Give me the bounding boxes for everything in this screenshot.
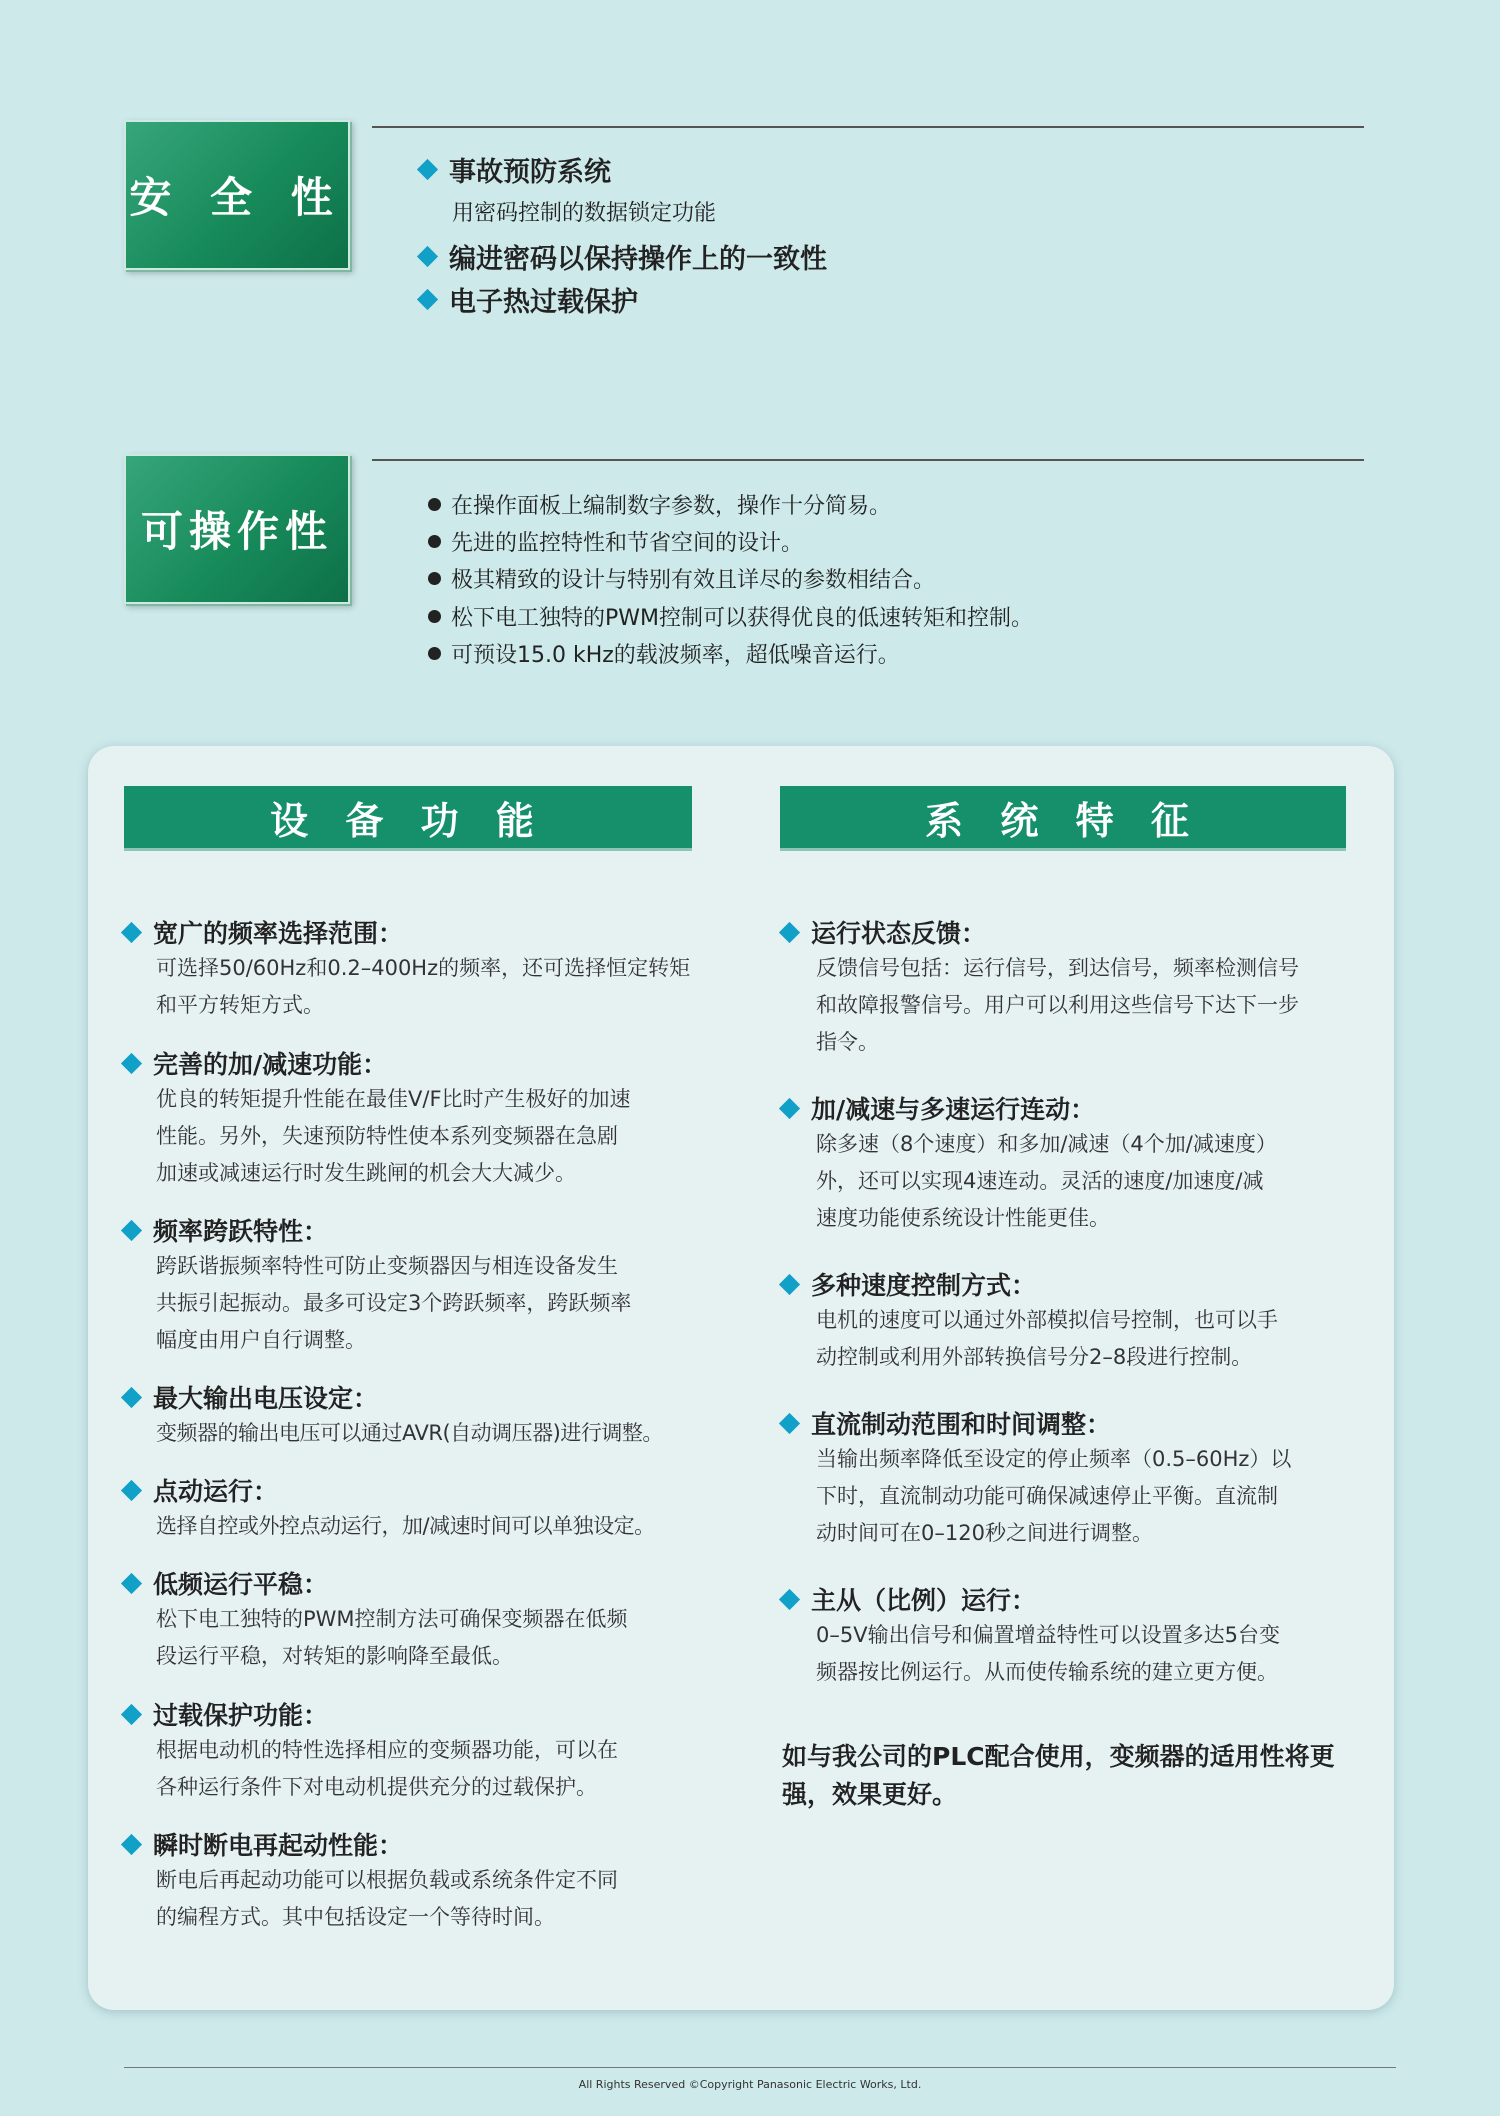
dot-bullet-icon — [428, 535, 441, 548]
feature-line: 加速或减速运行时发生跳闸的机会大大减少。 — [156, 1161, 576, 1185]
dot-bullet-icon — [428, 572, 441, 585]
copyright-text: All Rights Reserved ©Copyright Panasonic Electric Works, Ltd. — [578, 2078, 922, 2091]
feature-line: 频器按比例运行。从而使传输系统的建立更方便。 — [816, 1660, 1278, 1684]
section-divider — [372, 459, 1364, 461]
operability-item-text: 松下电工独特的PWM控制可以获得优良的低速转矩和控制。 — [451, 606, 1034, 631]
feature-line: 变频器的输出电压可以通过AVR(自动调压器)进行调整。 — [156, 1421, 663, 1445]
feature-line: 当输出频率降低至设定的停止频率（0.5–60Hz）以 — [816, 1447, 1292, 1471]
feature-line: 优良的转矩提升性能在最佳V/F比时产生极好的加速 — [156, 1087, 631, 1111]
feature-title-text: 主从（比例）运行： — [811, 1586, 1037, 1615]
footer-divider — [124, 2067, 1396, 2068]
safety-item — [420, 237, 827, 276]
feature-title-text: 加/减速与多速运行连动： — [811, 1095, 1096, 1124]
system-feature-title — [782, 1090, 1095, 1126]
equipment-feature-title — [124, 1379, 378, 1415]
diamond-bullet-icon — [121, 1833, 142, 1854]
plc-note: 如与我公司的PLC配合使用，变频器的适用性将更强，效果更好。 — [782, 1742, 1335, 1809]
feature-line: 指令。 — [816, 1030, 879, 1054]
system-feature-title — [782, 1581, 1036, 1617]
feature-line: 段运行平稳，对转矩的影响降至最低。 — [156, 1644, 513, 1668]
feature-line: 反馈信号包括：运行信号，到达信号，频率检测信号 — [816, 956, 1299, 980]
system-feature-title — [782, 914, 986, 950]
feature-title-text: 频率跨跃特性： — [153, 1217, 329, 1246]
feature-line: 和平方转矩方式。 — [156, 993, 324, 1017]
feature-title-text: 多种速度控制方式： — [811, 1271, 1037, 1300]
operability-item-text: 可预设15.0 kHz的载波频率，超低噪音运行。 — [451, 643, 900, 668]
diamond-bullet-icon — [121, 1052, 142, 1073]
equipment-feature-title — [124, 1045, 387, 1081]
feature-line: 速度功能使系统设计性能更佳。 — [816, 1206, 1110, 1230]
feature-line: 动控制或利用外部转换信号分2–8段进行控制。 — [816, 1345, 1253, 1369]
system-feature-body — [816, 1126, 1277, 1237]
diamond-bullet-icon — [121, 1386, 142, 1407]
equipment-feature-body — [156, 1415, 663, 1452]
operability-item — [428, 638, 900, 669]
feature-line: 选择自控或外控点动运行，加/减速时间可以单独设定。 — [156, 1514, 655, 1538]
operability-item — [428, 563, 935, 594]
equipment-feature-title — [124, 1472, 278, 1508]
system-feature-title — [782, 1266, 1036, 1302]
feature-title-text: 完善的加/减速功能： — [153, 1050, 388, 1079]
feature-title-text: 瞬时断电再起动性能： — [153, 1831, 404, 1860]
equipment-feature-body — [156, 1081, 631, 1192]
diamond-bullet-icon — [779, 1588, 800, 1609]
feature-line: 各种运行条件下对电动机提供充分的过载保护。 — [156, 1775, 597, 1799]
diamond-bullet-icon — [417, 289, 438, 310]
equipment-feature-body — [156, 1508, 655, 1545]
feature-line: 幅度由用户自行调整。 — [156, 1328, 366, 1352]
feature-line: 电机的速度可以通过外部模拟信号控制，也可以手 — [816, 1308, 1278, 1332]
feature-line: 断电后再起动功能可以根据负载或系统条件定不同 — [156, 1868, 618, 1892]
diamond-bullet-icon — [417, 246, 438, 267]
feature-title-text: 低频运行平稳： — [153, 1570, 329, 1599]
feature-line: 跨跃谐振频率特性可防止变频器因与相连设备发生 — [156, 1254, 618, 1278]
safety-item-label: 编进密码以保持操作上的一致性 — [449, 244, 827, 275]
feature-line: 下时，直流制动功能可确保减速停止平衡。直流制 — [816, 1484, 1278, 1508]
diamond-bullet-icon — [121, 1703, 142, 1724]
feature-line: 除多速（8个速度）和多加/减速（4个加/减速度） — [816, 1132, 1277, 1156]
feature-line: 根据电动机的特性选择相应的变频器功能，可以在 — [156, 1738, 618, 1762]
system-header: 系 统 特 征 — [780, 786, 1346, 851]
feature-title-text: 直流制动范围和时间调整： — [811, 1410, 1112, 1439]
equipment-feature-body — [156, 950, 690, 1024]
safety-item-sub: 用密码控制的数据锁定功能 — [452, 201, 717, 226]
equipment-feature-body — [156, 1248, 631, 1359]
feature-line: 的编程方式。其中包括设定一个等待时间。 — [156, 1905, 555, 1929]
diamond-bullet-icon — [779, 1412, 800, 1433]
diamond-bullet-icon — [779, 921, 800, 942]
diamond-bullet-icon — [121, 1219, 142, 1240]
diamond-bullet-icon — [121, 1572, 142, 1593]
system-feature-title — [782, 1405, 1111, 1441]
diamond-bullet-icon — [121, 921, 142, 942]
operability-item — [428, 526, 803, 557]
feature-line: 动时间可在0–120秒之间进行调整。 — [816, 1521, 1153, 1545]
equipment-feature-body — [156, 1732, 618, 1806]
feature-line: 可选择50/60Hz和0.2–400Hz的频率，还可选择恒定转矩 — [156, 956, 691, 980]
feature-line: 0–5V输出信号和偏置增益特性可以设置多达5台变 — [816, 1623, 1280, 1647]
feature-line: 性能。另外，失速预防特性使本系列变频器在急剧 — [156, 1124, 618, 1148]
dot-bullet-icon — [428, 610, 441, 623]
safety-item — [420, 280, 638, 319]
feature-title-text: 最大输出电压设定： — [153, 1384, 379, 1413]
feature-title-text: 点动运行： — [153, 1477, 279, 1506]
equipment-feature-body — [156, 1862, 618, 1936]
safety-item-label: 事故预防系统 — [449, 157, 611, 188]
feature-line: 和故障报警信号。用户可以利用这些信号下达下一步 — [816, 993, 1299, 1017]
diamond-bullet-icon — [779, 1097, 800, 1118]
system-feature-body — [816, 1617, 1280, 1691]
operability-item — [428, 489, 891, 520]
diamond-bullet-icon — [779, 1273, 800, 1294]
system-feature-body — [816, 1302, 1278, 1376]
safety-item-label: 电子热过载保护 — [449, 287, 638, 318]
operability-item — [428, 601, 1033, 632]
equipment-header: 设 备 功 能 — [124, 786, 692, 851]
dot-bullet-icon — [428, 647, 441, 660]
feature-title-text: 运行状态反馈： — [811, 919, 987, 948]
system-feature-body — [816, 950, 1299, 1061]
equipment-feature-title — [124, 1826, 403, 1862]
feature-line: 外，还可以实现4速连动。灵活的速度/加速度/减 — [816, 1169, 1264, 1193]
equipment-feature-title — [124, 1696, 328, 1732]
safety-tag: 安 全 性 — [124, 120, 350, 270]
feature-title-text: 宽广的频率选择范围： — [153, 919, 404, 948]
operability-item-text: 先进的监控特性和节省空间的设计。 — [451, 531, 804, 556]
dot-bullet-icon — [428, 498, 441, 511]
equipment-feature-title — [124, 1212, 328, 1248]
diamond-bullet-icon — [121, 1479, 142, 1500]
feature-line: 共振引起振动。最多可设定3个跨跃频率，跨跃频率 — [156, 1291, 632, 1315]
operability-item-text: 在操作面板上编制数字参数，操作十分简易。 — [451, 494, 892, 519]
diamond-bullet-icon — [417, 159, 438, 180]
system-feature-body — [816, 1441, 1291, 1552]
section-divider — [372, 126, 1364, 128]
equipment-feature-title — [124, 1565, 328, 1601]
equipment-feature-title — [124, 914, 403, 950]
operability-tag: 可操作性 — [124, 454, 350, 604]
feature-title-text: 过载保护功能： — [153, 1701, 329, 1730]
equipment-feature-body — [156, 1601, 628, 1675]
operability-item-text: 极其精致的设计与特别有效且详尽的参数相结合。 — [451, 568, 936, 593]
feature-line: 松下电工独特的PWM控制方法可确保变频器在低频 — [156, 1607, 628, 1631]
safety-item — [420, 150, 611, 189]
